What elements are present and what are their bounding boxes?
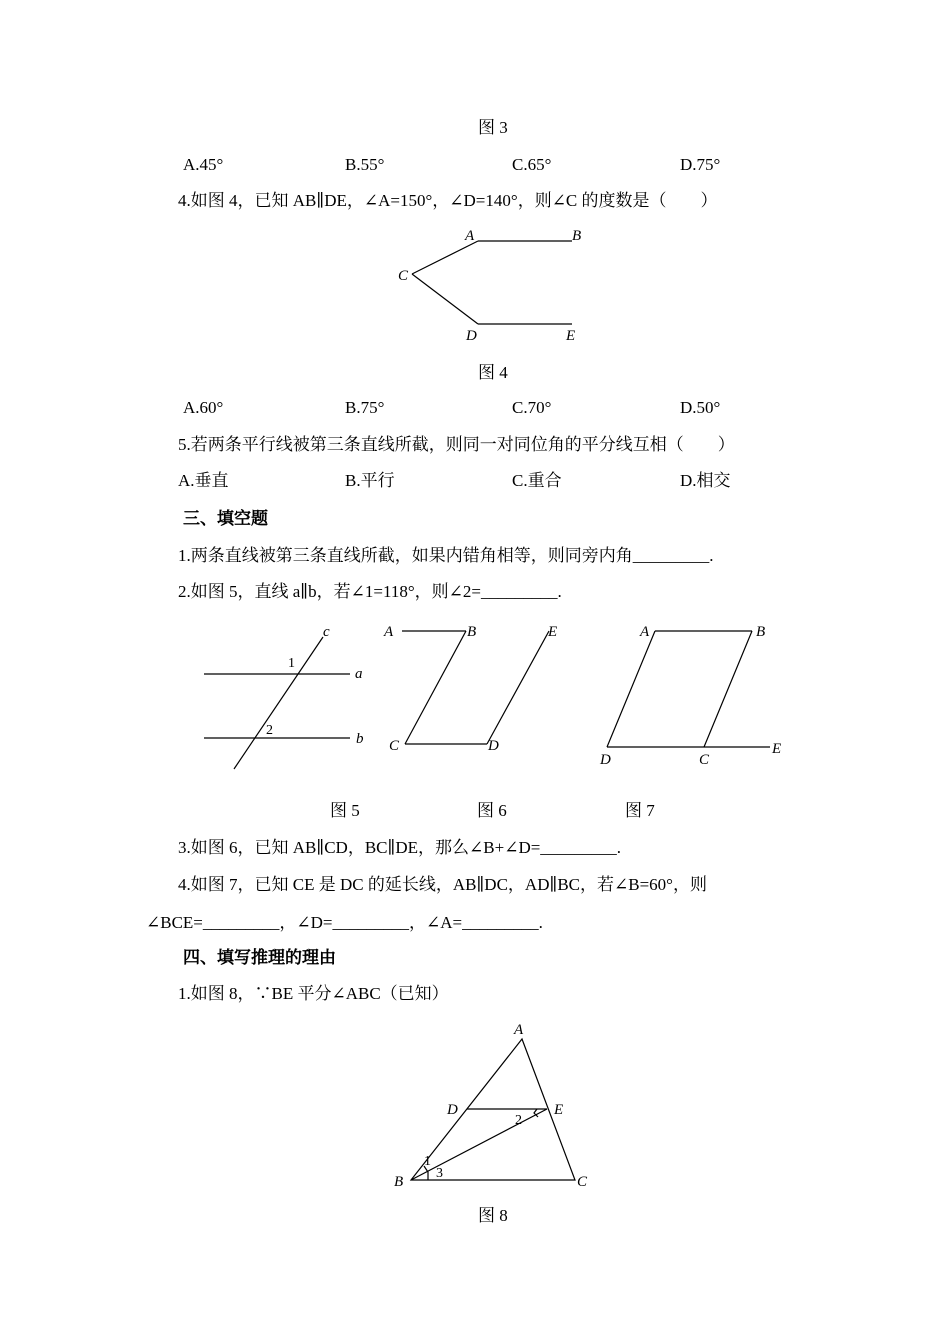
fig4-label-e: E [566, 328, 576, 344]
fig5-label-a: a [355, 666, 363, 682]
fig8-label-d: D [447, 1102, 458, 1118]
fig6-label-d: D [488, 738, 499, 754]
q3-option-c: C.65° [512, 155, 552, 174]
fig6-label-a: A [384, 624, 394, 640]
fig6-caption: 图 6 [477, 801, 507, 820]
fig6-label-b: B [467, 624, 477, 640]
q3-option-d: D.75° [680, 155, 721, 174]
q3-option-a: A.45° [183, 155, 224, 174]
s3-q4-line2: ∠BCE=_________，∠D=_________，∠A=_________. [146, 913, 543, 932]
fig8-label-b: B [394, 1174, 404, 1190]
q3-option-b: B.55° [345, 155, 385, 174]
fig8-label-e: E [554, 1102, 564, 1118]
q4-option-c: C.70° [512, 398, 552, 417]
fig7-label-d: D [600, 752, 611, 768]
fig8-caption: 图 8 [478, 1206, 508, 1225]
fig5-angle-1: 1 [288, 656, 295, 671]
fig3-caption: 图 3 [478, 118, 508, 137]
q4-option-d: D.50° [680, 398, 721, 417]
fig8-angle-3: 3 [436, 1166, 443, 1181]
q5-question: 5.若两条平行线被第三条直线所截，则同一对同位角的平分线互相（ ） [178, 435, 735, 454]
q4-option-b: B.75° [345, 398, 385, 417]
fig4-label-d: D [466, 328, 477, 344]
fig5-label-c: c [323, 624, 330, 640]
fig7-caption: 图 7 [625, 801, 655, 820]
fig6-label-e: E [548, 624, 558, 640]
fig4-label-b: B [572, 228, 582, 244]
fig6-label-c: C [389, 738, 400, 754]
fig8-angle-2: 2 [515, 1113, 522, 1128]
fig8-label-a: A [514, 1022, 524, 1038]
fig4-caption: 图 4 [478, 363, 508, 382]
s3-q4-line1: 4.如图 7，已知 CE 是 DC 的延长线，AB∥DC，AD∥BC，若∠B=60°，则 [178, 875, 707, 894]
s4-q1: 1.如图 8，∵BE 平分∠ABC（已知） [178, 984, 449, 1003]
fig4-label-c: C [398, 268, 409, 284]
s3-q2: 2.如图 5，直线 a∥b，若∠1=118°，则∠2=_________. [178, 582, 562, 601]
fig7-label-e: E [772, 741, 782, 757]
section3-heading: 三、填空题 [183, 509, 268, 528]
q5-option-d: D.相交 [680, 471, 731, 490]
fig7-label-b: B [756, 624, 766, 640]
fig5-caption: 图 5 [330, 801, 360, 820]
fig5-angle-2: 2 [266, 723, 273, 738]
section4-heading: 四、填写推理的理由 [183, 948, 336, 967]
fig8-angle-1: 1 [424, 1154, 431, 1169]
s3-q1: 1.两条直线被第三条直线所截，如果内错角相等，则同旁内角_________. [178, 546, 714, 565]
q5-option-a: A.垂直 [178, 471, 229, 490]
fig7-label-c: C [699, 752, 710, 768]
s3-q3: 3.如图 6，已知 AB∥CD，BC∥DE，那么∠B+∠D=_________. [178, 838, 622, 857]
q4-option-a: A.60° [183, 398, 224, 417]
q5-option-c: C.重合 [512, 471, 562, 490]
fig7-label-a: A [640, 624, 650, 640]
fig8-label-c: C [577, 1174, 588, 1190]
fig5-label-b: b [356, 731, 364, 747]
q5-option-b: B.平行 [345, 471, 395, 490]
fig4-label-a: A [465, 228, 475, 244]
q4-question: 4.如图 4，已知 AB∥DE，∠A=150°，∠D=140°，则∠C 的度数是（ ） [178, 191, 718, 210]
